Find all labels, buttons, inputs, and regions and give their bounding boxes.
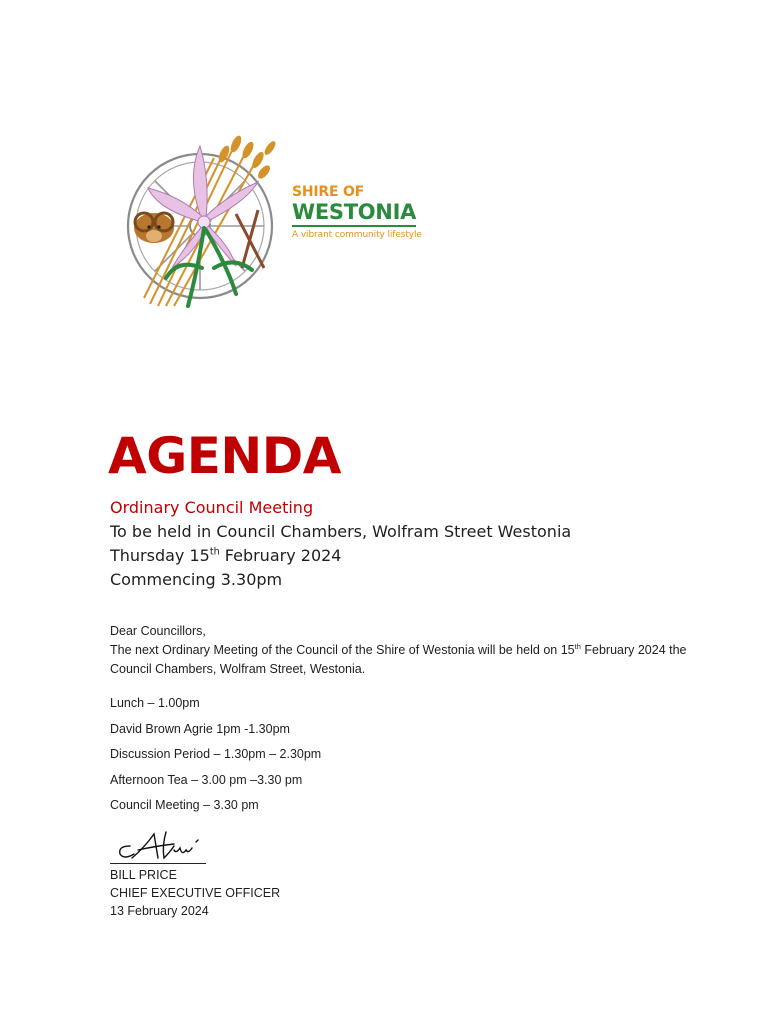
signoff-name: BILL PRICE [110,868,177,882]
signature-line [110,863,206,864]
shire-logo [118,118,448,318]
shire-emblem-icon [118,118,298,318]
letter-body [110,622,730,679]
letter-paragraph [110,641,730,679]
meeting-venue: To be held in Council Chambers, Wolfram Street Westonia [110,522,572,541]
meeting-date-suffix: February 2024 [219,546,342,565]
letter-paragraph-part2: February 2024 the Council Chambers, Wolfram Street, Westonia. [110,643,687,676]
schedule-item-afternoon-tea: Afternoon Tea – 3.00 pm –3.30 pm [110,772,303,787]
signoff-title: CHIEF EXECUTIVE OFFICER [110,886,281,900]
meeting-date-prefix: Thursday 15 [110,546,210,565]
meeting-commencing: Commencing 3.30pm [110,570,283,589]
meeting-date-ordinal: th [209,546,220,558]
schedule-item-presentation: David Brown Agrie 1pm -1.30pm [110,721,290,736]
meeting-type: Ordinary Council Meeting [110,498,314,517]
signoff-date: 13 February 2024 [110,904,209,918]
letter-paragraph-part1: The next Ordinary Meeting of the Council of the Shire of Westonia will be held on 15 [110,643,575,657]
logo-tagline: A vibrant community lifestyle [292,230,422,240]
schedule-item-council-meeting: Council Meeting – 3.30 pm [110,798,259,812]
schedule-list [110,692,321,820]
schedule-item-discussion: Discussion Period – 1.30pm – 2.30pm [110,747,322,761]
letter-salutation: Dear Councillors, [110,624,206,638]
meeting-info [110,496,571,592]
signoff-block [110,866,280,920]
letter-paragraph-ordinal: th [574,641,581,651]
logo-text [292,184,422,240]
meeting-date [110,544,571,568]
agenda-title: AGENDA [108,427,341,485]
signature-image [108,824,208,866]
logo-shire-of: SHIRE OF [292,184,365,200]
schedule-item-lunch: Lunch – 1.00pm [110,696,200,710]
logo-shire-name: WESTONIA [292,200,416,227]
